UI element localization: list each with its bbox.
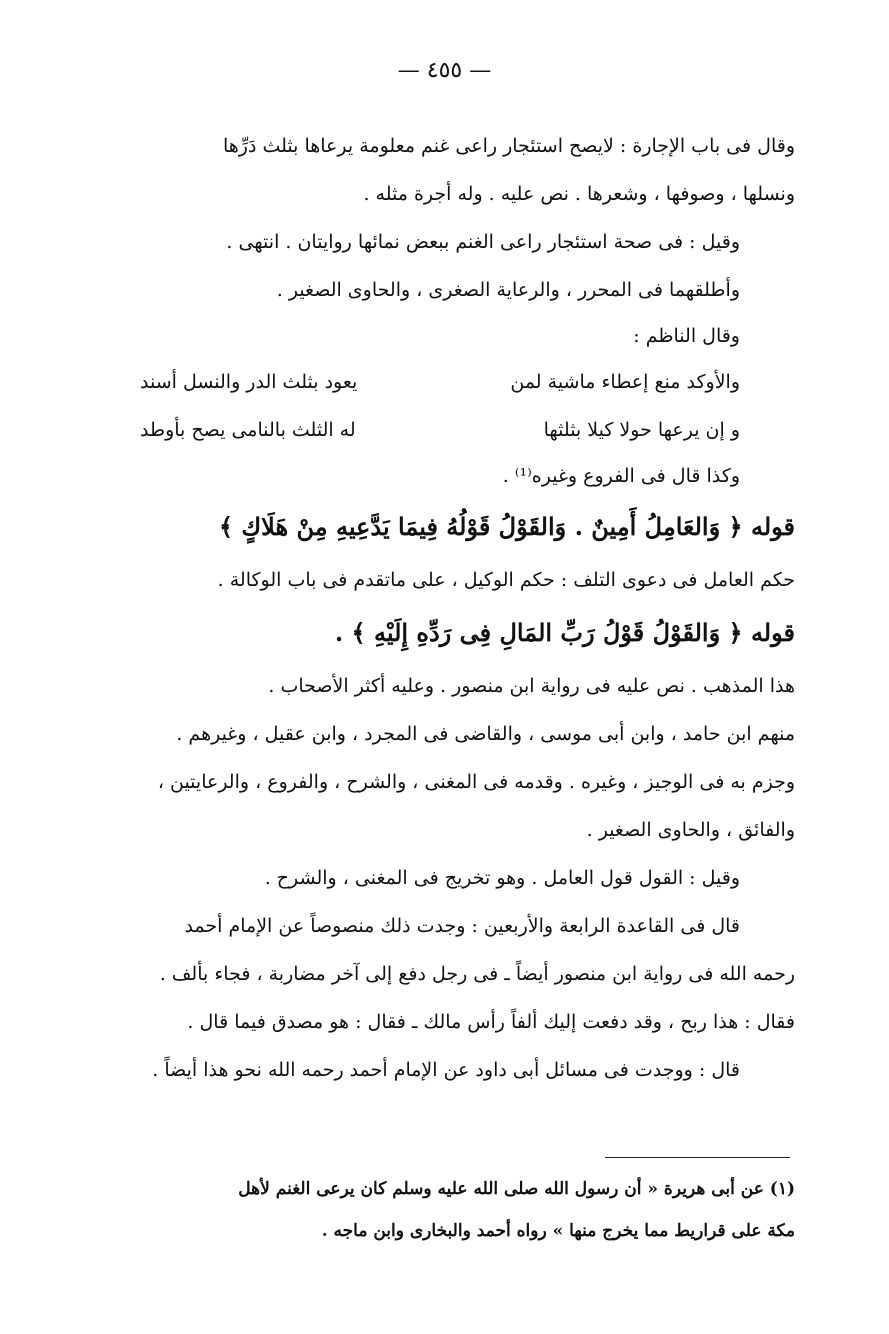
text-line: قال فى القاعدة الرابعة والأربعين : وجدت ذلك منصوصاً عن الإمام أحمد [184,915,740,937]
poem-hemistich-first: والأوكد منع إعطاء ماشية لمن [510,371,740,393]
poem-verse [140,358,795,406]
page-number: — ٤٥٥ — [397,58,492,83]
text-line: وجزم به فى الوجيز ، وغيره . وقدمه فى المغنى ، والشرح ، والفروع ، والرعايتين ، [157,771,795,793]
text-line: وقيل : فى صحة استئجار راعى الغنم ببعض نمائها روايتان . انتهى . [226,231,740,253]
poem-hemistich-second: يعود بثلث الدر والنسل أسند [140,371,358,393]
poem-verse [140,406,795,454]
text-line: ونسلها ، وصوفها ، وشعرها . نص عليه . وله أجرة مثله . [363,183,795,205]
footnote-line: (١) عن أبى هريرة « أن رسول الله صلى الله عليه وسلم كان يرعى الغنم لأهل [238,1179,795,1199]
text-line: رحمه الله فى رواية ابن منصور أيضاً ـ فى رجل دفع إلى آخر مضاربة ، فجاء بألف . [159,963,795,985]
poem-hemistich-second: له الثلث بالنامى يصح بأوطد [140,419,356,441]
text-line: وقيل : القول قول العامل . وهو تخريج فى المغنى ، والشرح . [264,867,740,889]
text-line: والفائق ، والحاوى الصغير . [586,819,795,841]
text-line: فقال : هذا ربح ، وقد دفعت إليك ألفاً رأس مالك ـ فقال : هو مصدق فيما قال . [187,1011,795,1033]
section-heading: قوله ﴿ وَالعَامِلُ أَمِينٌ . وَالقَوْلُ قَوْلُهُ فِيمَا يَدَّعِيهِ مِنْ هَلَاكٍ ﴾ [218,512,795,541]
text-line: هذا المذهب . نص عليه فى رواية ابن منصور . وعليه أكثر الأصحاب . [268,675,795,697]
text-line: وأطلقهما فى المحرر ، والرعاية الصغرى ، والحاوى الصغير . [276,279,740,301]
poem-hemistich-first: و إن يرعها حولا كيلا بثلثها [543,419,740,441]
text-line: وقال فى باب الإجارة : لايصح استئجار راعى غنم معلومة يرعاها بثلث دَرِّها [222,135,795,157]
text-line: وقال الناظم : [633,325,740,347]
text-line: حكم العامل فى دعوى التلف : حكم الوكيل ، على ماتقدم فى باب الوكالة . [217,569,795,591]
text-line: وكذا قال فى الفروع وغيره⁽¹⁾ . [502,465,740,487]
main-text [140,122,795,1094]
footnote-divider [605,1157,790,1158]
footnotes [140,1168,795,1252]
text-line: قال : ووجدت فى مسائل أبى داود عن الإمام أحمد رحمه الله نحو هذا أيضاً . [152,1059,740,1081]
footnote-line: مكة على قراريط مما يخرج منها » رواه أحمد والبخارى وابن ماجه . [321,1221,795,1241]
section-heading: قوله ﴿ وَالقَوْلُ قَوْلُ رَبِّ المَالِ فِى رَدِّهِ إِلَيْهِ ﴾ . [334,618,795,647]
text-line: منهم ابن حامد ، وابن أبى موسى ، والقاضى فى المجرد ، وابن عقيل ، وغيرهم . [176,723,795,745]
